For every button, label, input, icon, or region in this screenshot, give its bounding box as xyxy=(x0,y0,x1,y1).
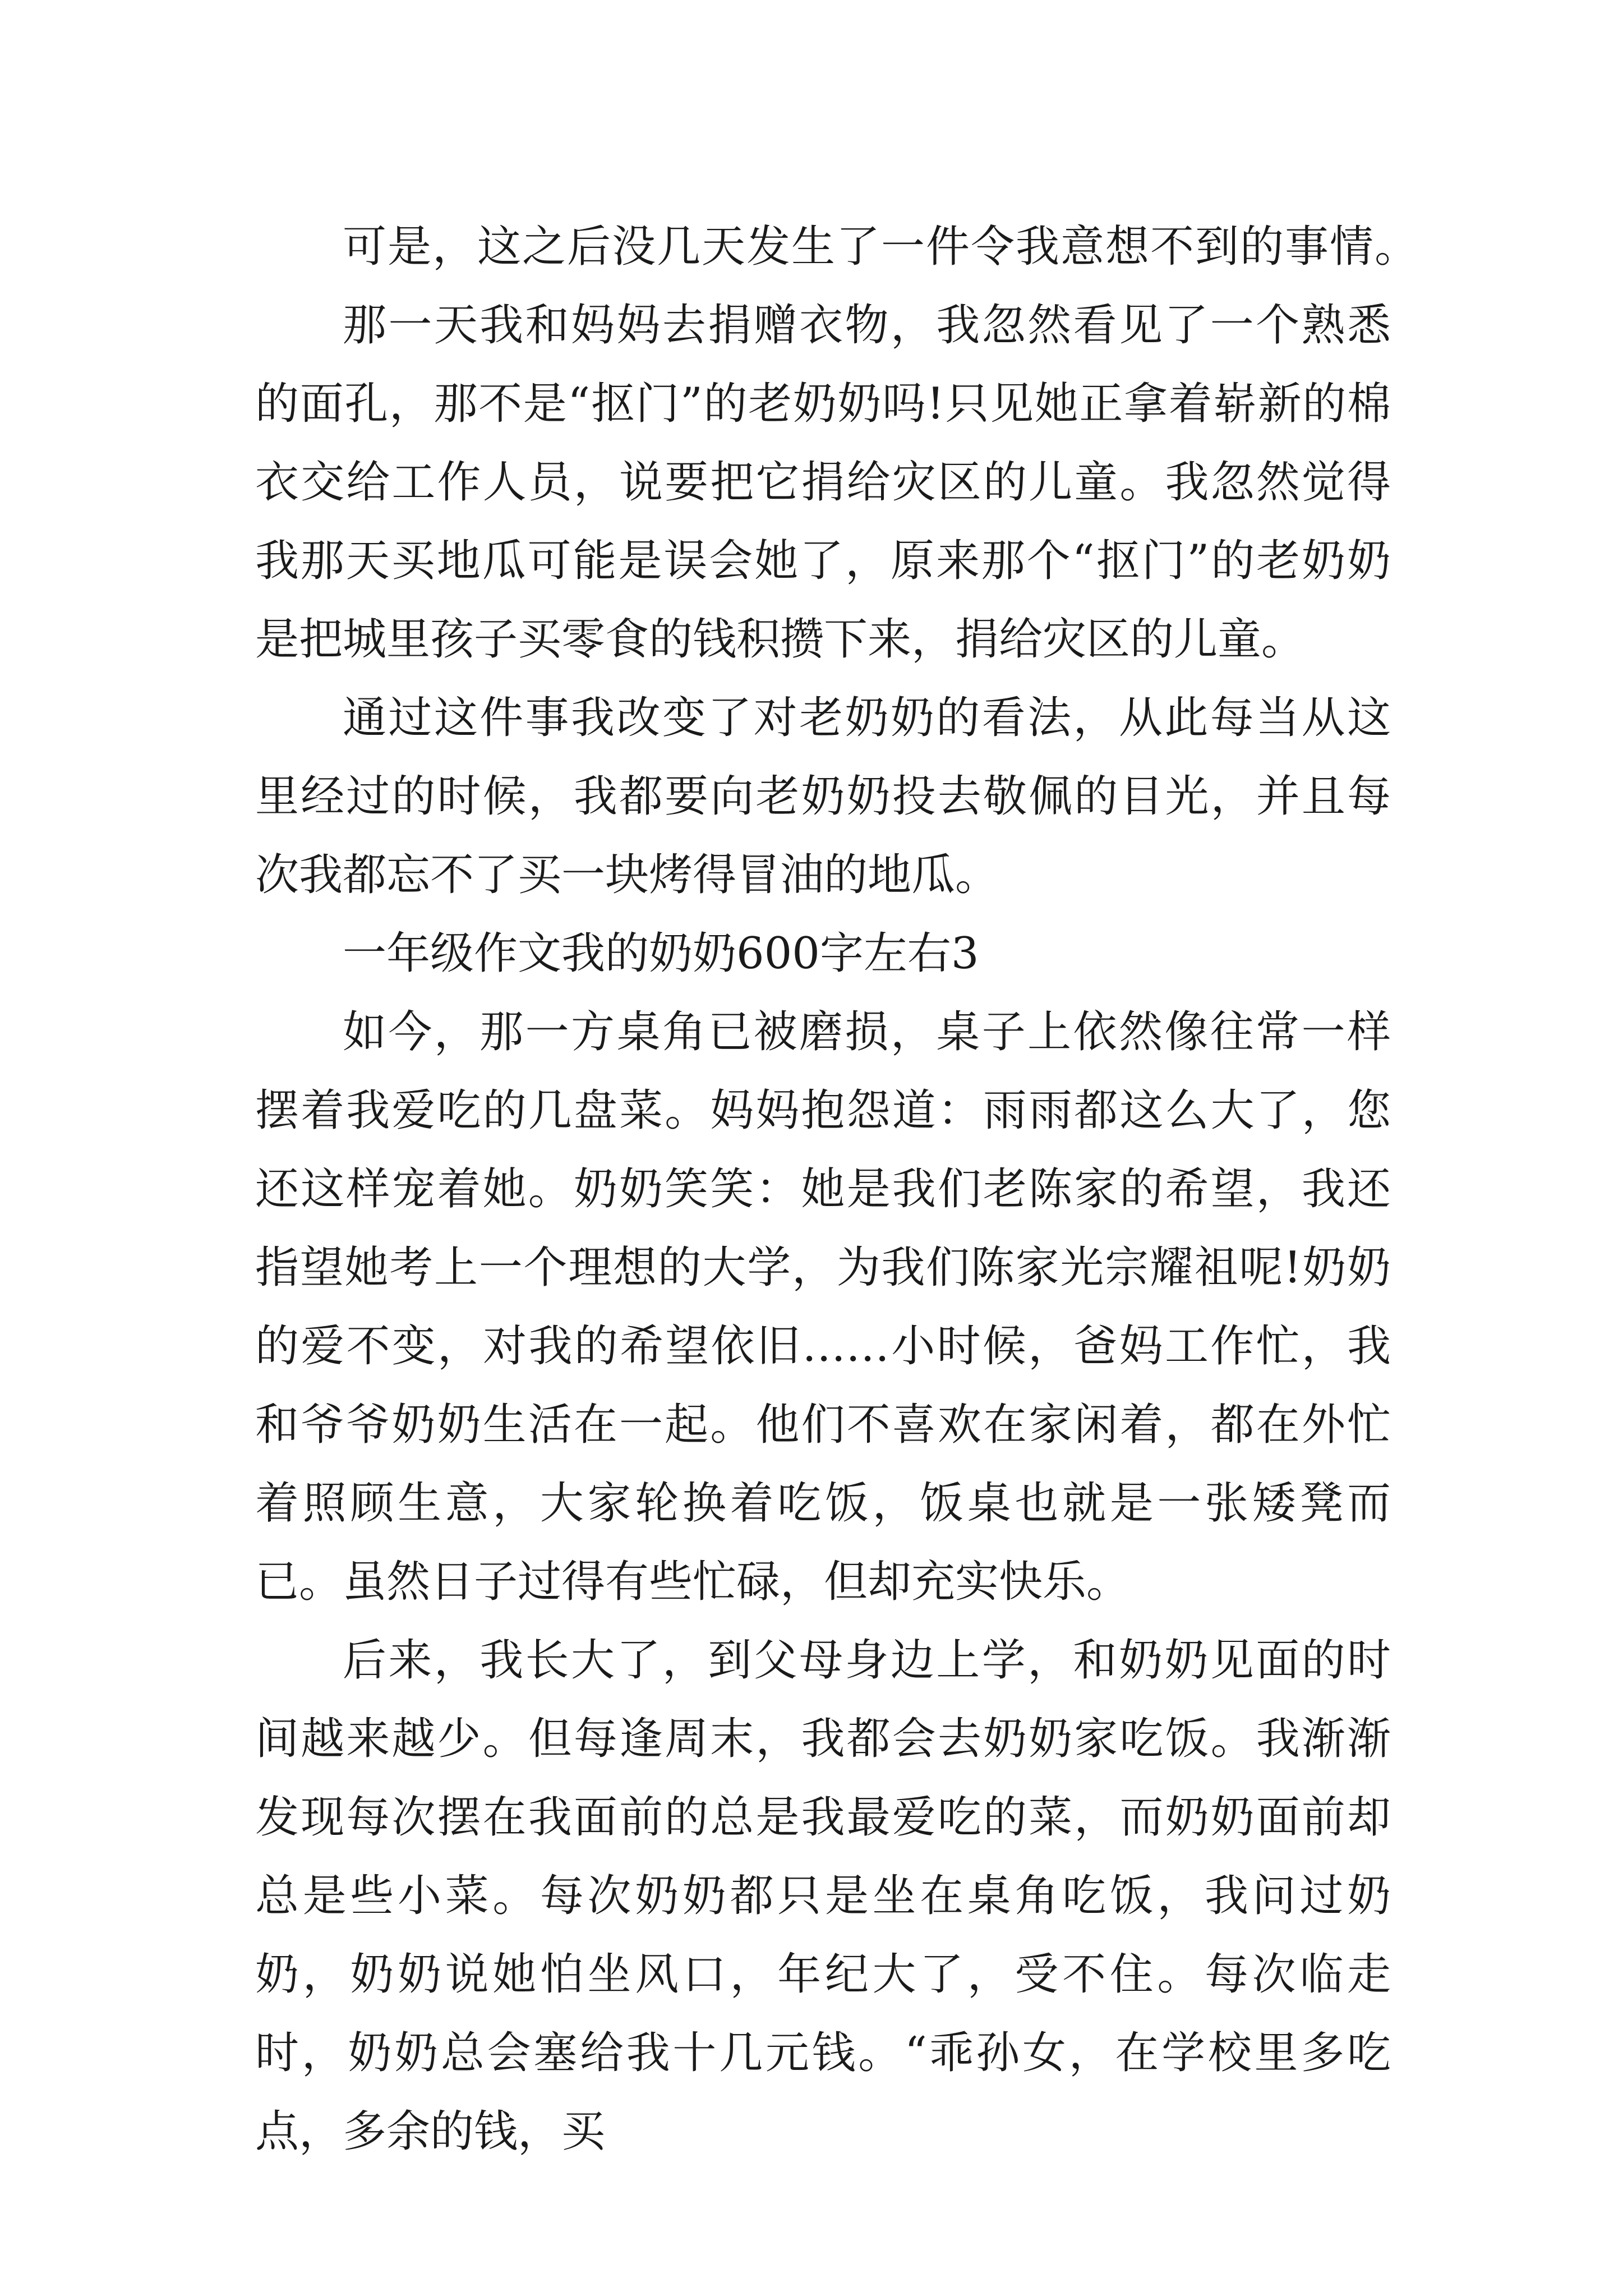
section-heading: 一年级作文我的奶奶600字左右3 xyxy=(343,928,979,979)
paragraph: 那一天我和妈妈去捐赠衣物，我忽然看见了一个熟悉的面孔，那不是“抠门”的老奶奶吗!只见她正拿着崭新的棉衣交给工作人员，说要把它捐给灾区的儿童。我忽然觉得我那天买地瓜可能是误会她了，原来那个“抠门”的老奶奶是把城里孩子买零食的钱积攒下来，捐给灾区的儿童。 xyxy=(255,300,1391,665)
document-body xyxy=(255,208,1420,2171)
paragraph: 后来，我长大了，到父母身边上学，和奶奶见面的时间越来越少。但每逢周末，我都会去奶奶家吃饭。我渐渐发现每次摆在我面前的总是我最爱吃的菜，而奶奶面前却总是些小菜。每次奶奶都只是坐在桌角吃饭，我问过奶奶，奶奶说她怕坐风口，年纪大了，受不住。每次临走时，奶奶总会塞给我十几元钱。“乖孙女，在学校里多吃点，多余的钱，买 xyxy=(255,1635,1391,2157)
paragraph: 通过这件事我改变了对老奶奶的看法，从此每当从这里经过的时候，我都要向老奶奶投去敬佩的目光，并且每次我都忘不了买一块烤得冒油的地瓜。 xyxy=(255,693,1391,900)
paragraph: 如今，那一方桌角已被磨损，桌子上依然像往常一样摆着我爱吃的几盘菜。妈妈抱怨道：雨雨都这么大了，您还这样宠着她。奶奶笑笑：她是我们老陈家的希望，我还指望她考上一个理想的大学，为我们陈家光宗耀祖呢!奶奶的爱不变，对我的希望依旧……小时候，爸妈工作忙，我和爷爷奶奶生活在一起。他们不喜欢在家闲着，都在外忙着照顾生意，大家轮换着吃饭，饭桌也就是一张矮凳而已。虽然日子过得有些忙碌，但却充实快乐。 xyxy=(255,1007,1391,1607)
paragraph: 可是，这之后没几天发生了一件令我意想不到的事情。 xyxy=(343,222,1420,272)
